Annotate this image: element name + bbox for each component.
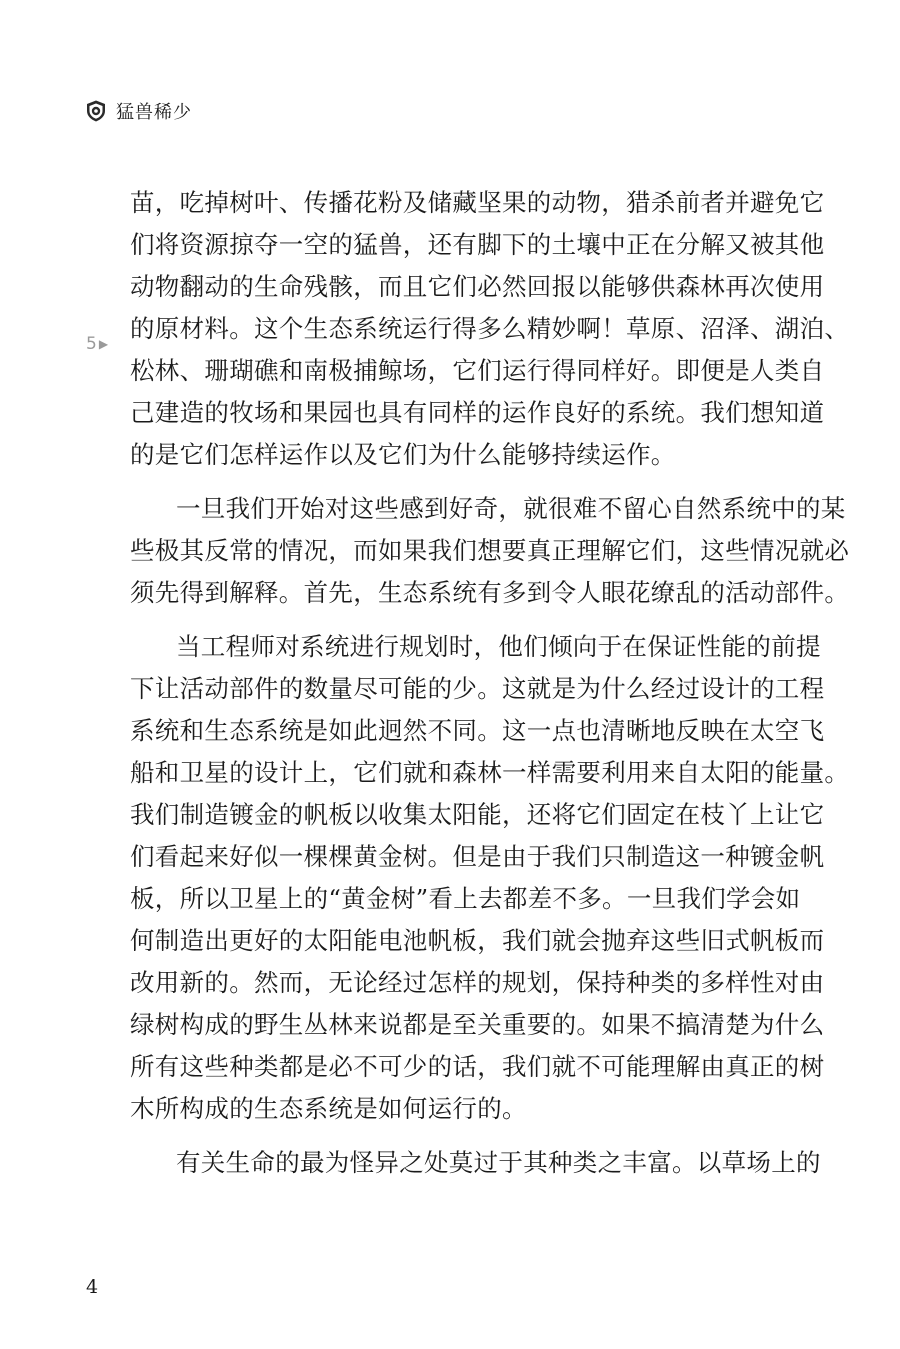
text-line: 下让活动部件的数量尽可能的少。这就是为什么经过设计的工程 [130,674,825,703]
running-head [84,98,192,124]
text-line: 苗，吃掉树叶、传播花粉及储藏坚果的动物，猎杀前者并避免它 [130,188,825,217]
text-line: 我们制造镀金的帆板以收集太阳能，还将它们固定在枝丫上让它 [130,800,825,829]
text-line: 系统和生态系统是如此迥然不同。这一点也清晰地反映在太空飞 [130,716,825,745]
line-number: 5 [86,334,97,354]
text-line: 己建造的牧场和果园也具有同样的运作良好的系统。我们想知道 [130,398,825,427]
paragraph [130,182,850,476]
text-line: 有关生命的最为怪异之处莫过于其种类之丰富。以草场上的 [176,1148,821,1177]
paragraph [130,626,850,1130]
text-line: 些极其反常的情况，而如果我们想要真正理解它们，这些情况就必 [130,536,850,565]
text-line: 动物翻动的生命残骸，而且它们必然回报以能够供森林再次使用 [130,272,825,301]
page-number: 4 [86,1276,99,1298]
line-marker-arrow-icon: ▶ [98,337,109,351]
line-number-marker [86,334,108,354]
text-line: 何制造出更好的太阳能电池帆板，我们就会抛弃这些旧式帆板而 [130,926,825,955]
text-line: 松林、珊瑚礁和南极捕鲸场，它们运行得同样好。即便是人类自 [130,356,825,385]
text-line: 改用新的。然而，无论经过怎样的规划，保持种类的多样性对由 [130,968,825,997]
shield-emblem-icon [84,99,108,123]
text-line: 的是它们怎样运作以及它们为什么能够持续运作。 [130,440,676,469]
text-line: 们看起来好似一棵棵黄金树。但是由于我们只制造这一种镀金帆 [130,842,825,871]
paragraph [130,1142,821,1184]
text-line: 的原材料。这个生态系统运行得多么精妙啊！草原、沼泽、湖泊、 [130,314,850,343]
text-line: 板，所以卫星上的“黄金树”看上去都差不多。一旦我们学会如 [130,884,801,913]
running-title: 猛兽稀少 [116,102,192,123]
text-line: 须先得到解释。首先，生态系统有多到令人眼花缭乱的活动部件。 [130,578,850,607]
text-line: 所有这些种类都是必不可少的话，我们就不可能理解由真正的树 [130,1052,825,1081]
text-line: 船和卫星的设计上，它们就和森林一样需要利用来自太阳的能量。 [130,758,850,787]
body-text [130,182,850,1184]
paragraph [130,488,850,614]
text-line: 一旦我们开始对这些感到好奇，就很难不留心自然系统中的某 [176,494,846,523]
text-line: 绿树构成的野生丛林来说都是至关重要的。如果不搞清楚为什么 [130,1010,825,1039]
text-line: 木所构成的生态系统是如何运行的。 [130,1094,527,1123]
text-line: 们将资源掠夺一空的猛兽，还有脚下的土壤中正在分解又被其他 [130,230,825,259]
text-line: 当工程师对系统进行规划时，他们倾向于在保证性能的前提 [176,632,821,661]
